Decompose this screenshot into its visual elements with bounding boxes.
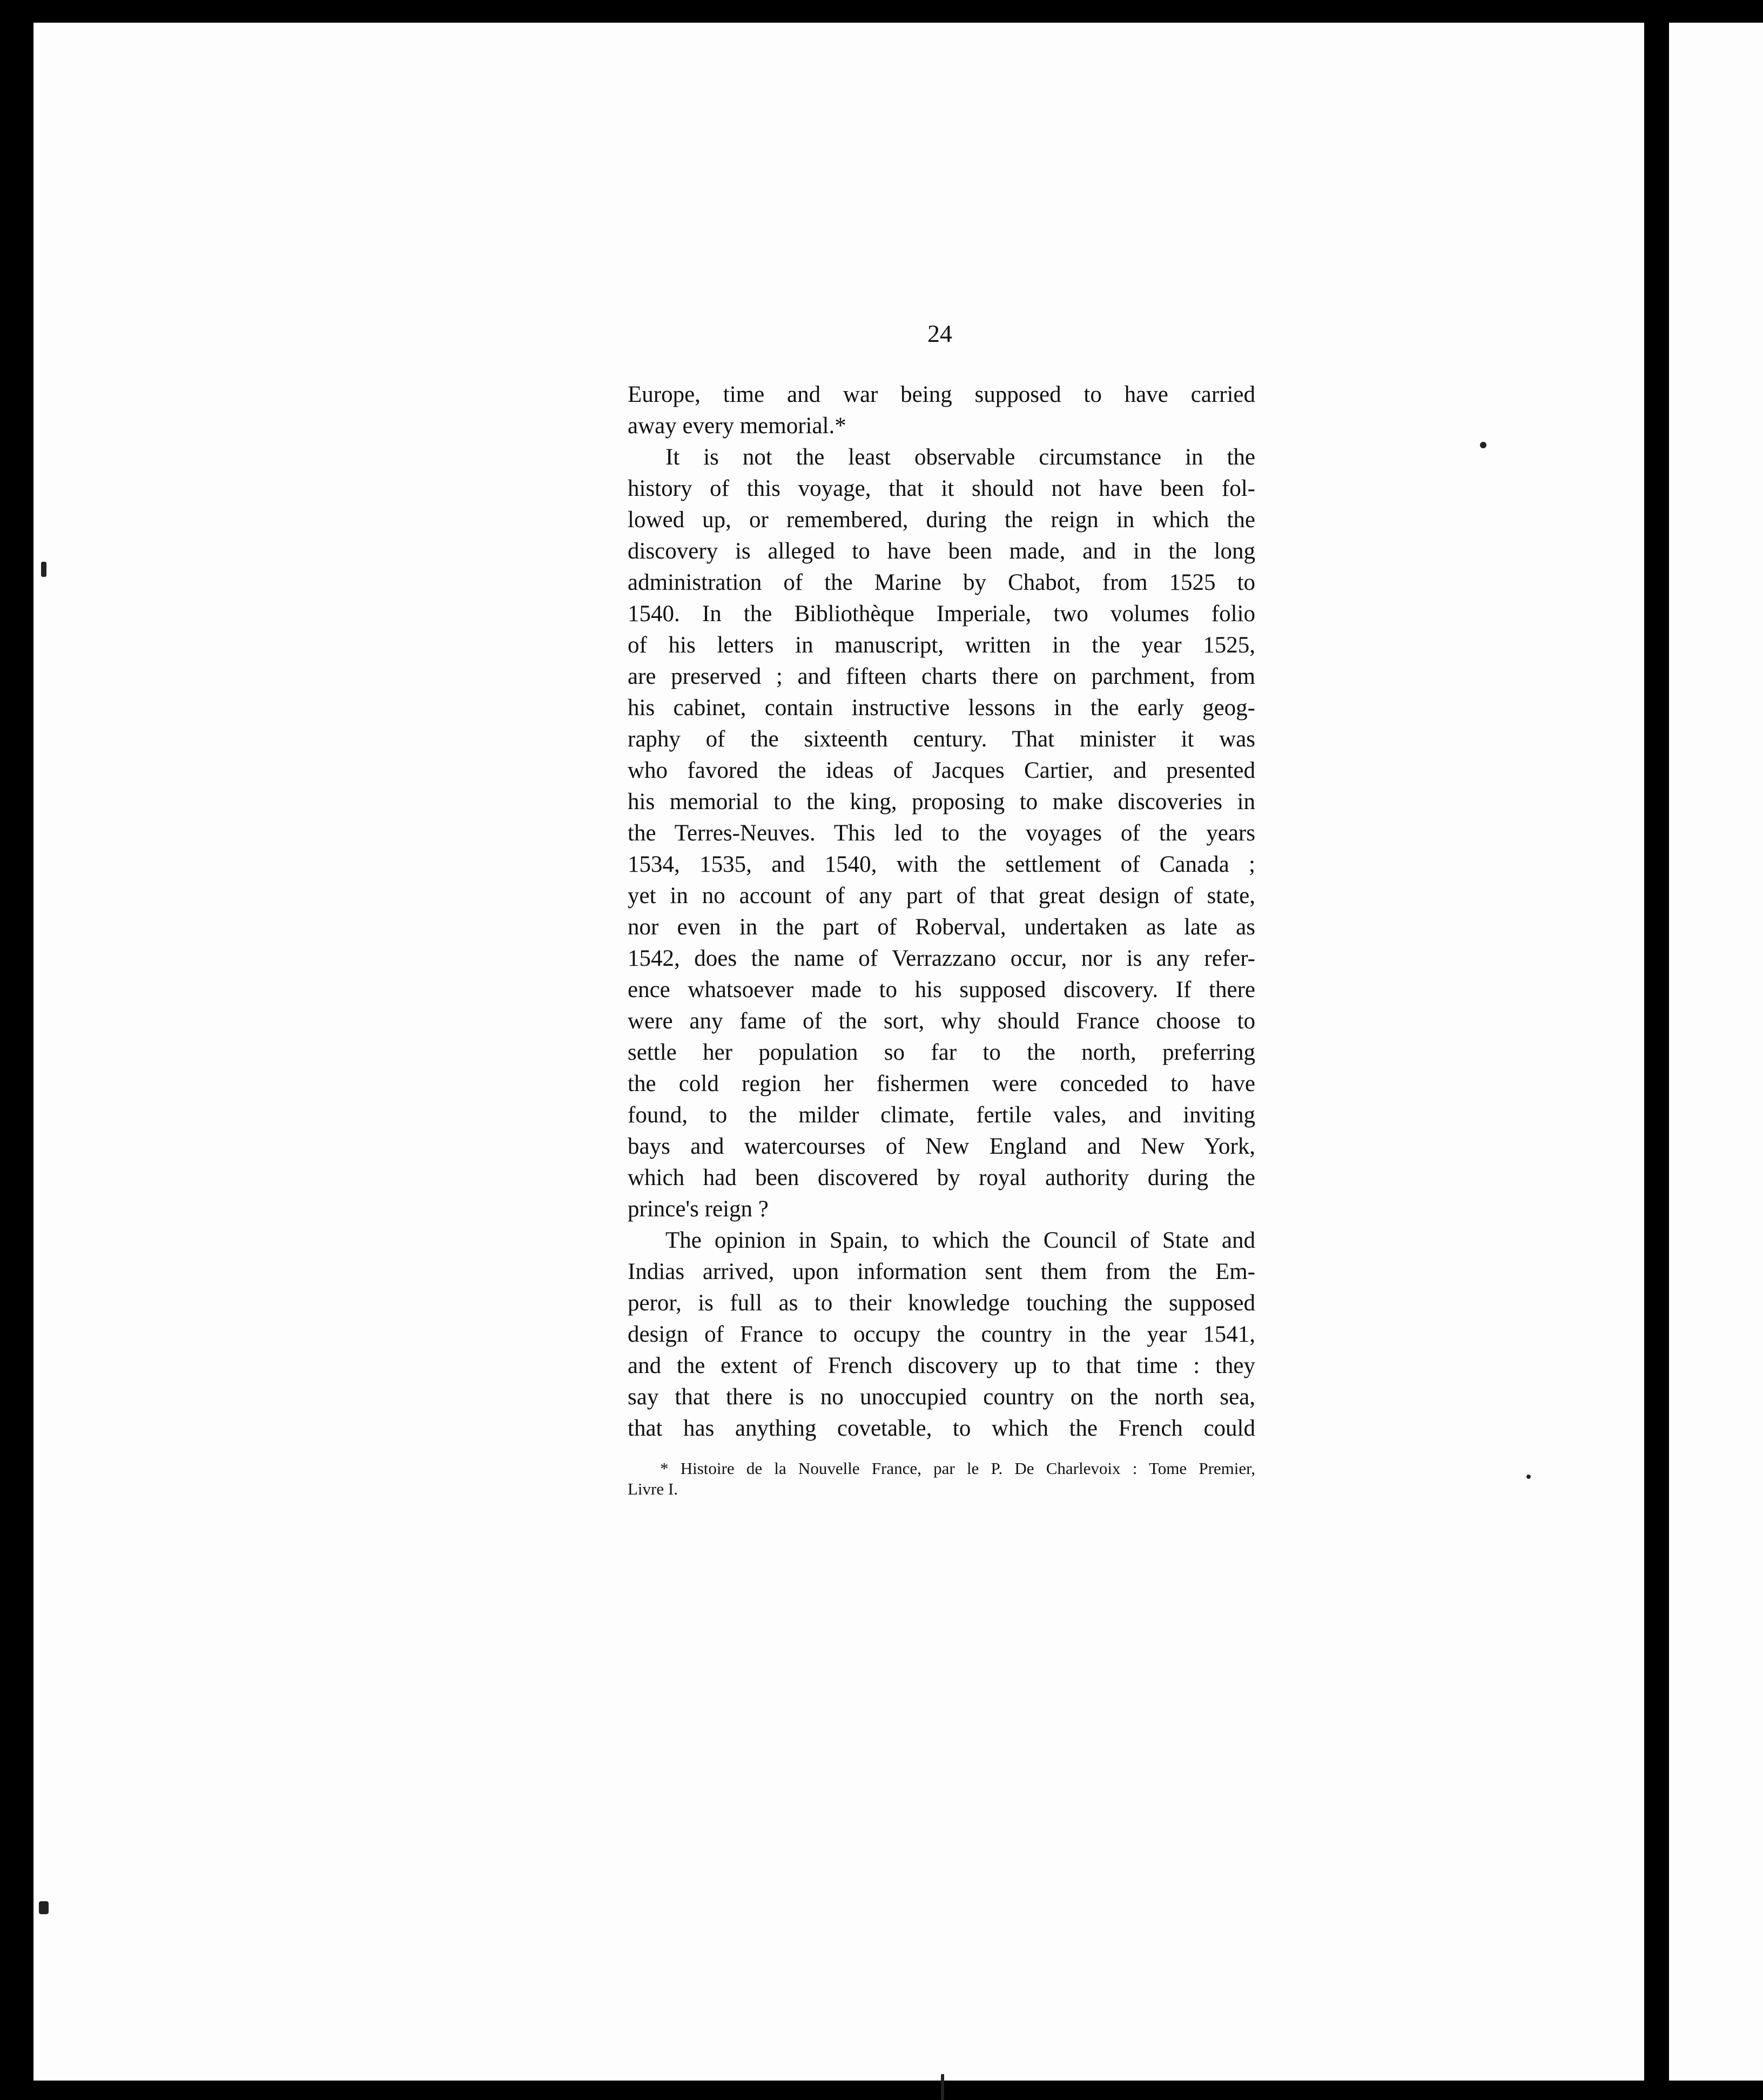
body-line: history of this voyage, that it should not have been fol- — [628, 476, 1255, 501]
body-line: were any fame of the sort, why should France choose to — [628, 1008, 1255, 1034]
body-text — [628, 379, 1255, 1444]
body-line: his cabinet, contain instructive lessons in the early geog- — [628, 695, 1255, 721]
body-line: discovery is alleged to have been made, and in the long — [628, 539, 1255, 564]
body-line: Europe, time and war being supposed to have carried — [628, 382, 1255, 407]
body-line: peror, is full as to their knowledge touching the supposed — [628, 1290, 1255, 1316]
body-line: 1542, does the name of Verrazzano occur, nor is any refer- — [628, 946, 1255, 971]
body-line: yet in no account of any part of that great design of state, — [628, 883, 1255, 908]
body-line: prince's reign ? — [628, 1196, 769, 1222]
body-line: administration of the Marine by Chabot, from 1525 to — [628, 570, 1255, 595]
footnote — [628, 1458, 1255, 1499]
body-line: say that there is no unoccupied country on the north sea, — [628, 1384, 1255, 1410]
body-line: are preserved ; and fifteen charts there on parchment, from — [628, 664, 1255, 689]
body-line: his memorial to the king, proposing to make discoveries in — [628, 789, 1255, 815]
body-line: away every memorial.* — [628, 413, 846, 439]
body-line: The opinion in Spain, to which the Council of State and — [665, 1228, 1255, 1253]
body-line: design of France to occupy the country in the year 1541, — [628, 1322, 1255, 1347]
scan-speck — [41, 562, 46, 577]
scan-speck — [941, 2074, 944, 2100]
body-line: ence whatsoever made to his supposed discovery. If there — [628, 977, 1255, 1002]
scan-speck — [1526, 1475, 1531, 1479]
body-line: that has anything covetable, to which the French could — [628, 1416, 1255, 1441]
body-line: the cold region her fishermen were conceded to have — [628, 1071, 1255, 1096]
body-line: lowed up, or remembered, during the reign in which the — [628, 507, 1255, 533]
body-line: which had been discovered by royal authority during the — [628, 1165, 1255, 1190]
scan-speck — [39, 1901, 49, 1914]
page-number: 24 — [927, 320, 952, 347]
body-line: bays and watercourses of New England and New York, — [628, 1134, 1255, 1159]
body-line: 1540. In the Bibliothèque Imperiale, two volumes folio — [628, 601, 1255, 627]
body-line: and the extent of French discovery up to that time : they — [628, 1353, 1255, 1378]
scan-speck — [1480, 442, 1486, 448]
body-line: raphy of the sixteenth century. That minister it was — [628, 726, 1255, 752]
body-line: nor even in the part of Roberval, undertaken as late as — [628, 914, 1255, 940]
footnote-line: Livre I. — [628, 1479, 678, 1498]
footnote-line: * Histoire de la Nouvelle France, par le P. De Charlevoix : Tome Premier, — [660, 1459, 1255, 1478]
body-line: who favored the ideas of Jacques Cartier, and presented — [628, 758, 1255, 783]
body-line: of his letters in manuscript, written in the year 1525, — [628, 632, 1255, 658]
body-line: It is not the least observable circumstance in the — [665, 445, 1255, 470]
scanned-page-right-edge — [1669, 23, 1763, 2081]
body-line: 1534, 1535, and 1540, with the settlement of Canada ; — [628, 852, 1255, 877]
body-line: found, to the milder climate, fertile vales, and inviting — [628, 1102, 1255, 1128]
body-line: settle her population so far to the north, preferring — [628, 1040, 1255, 1065]
body-line: Indias arrived, upon information sent them from the Em- — [628, 1259, 1255, 1284]
body-line: the Terres-Neuves. This led to the voyages of the years — [628, 820, 1255, 846]
